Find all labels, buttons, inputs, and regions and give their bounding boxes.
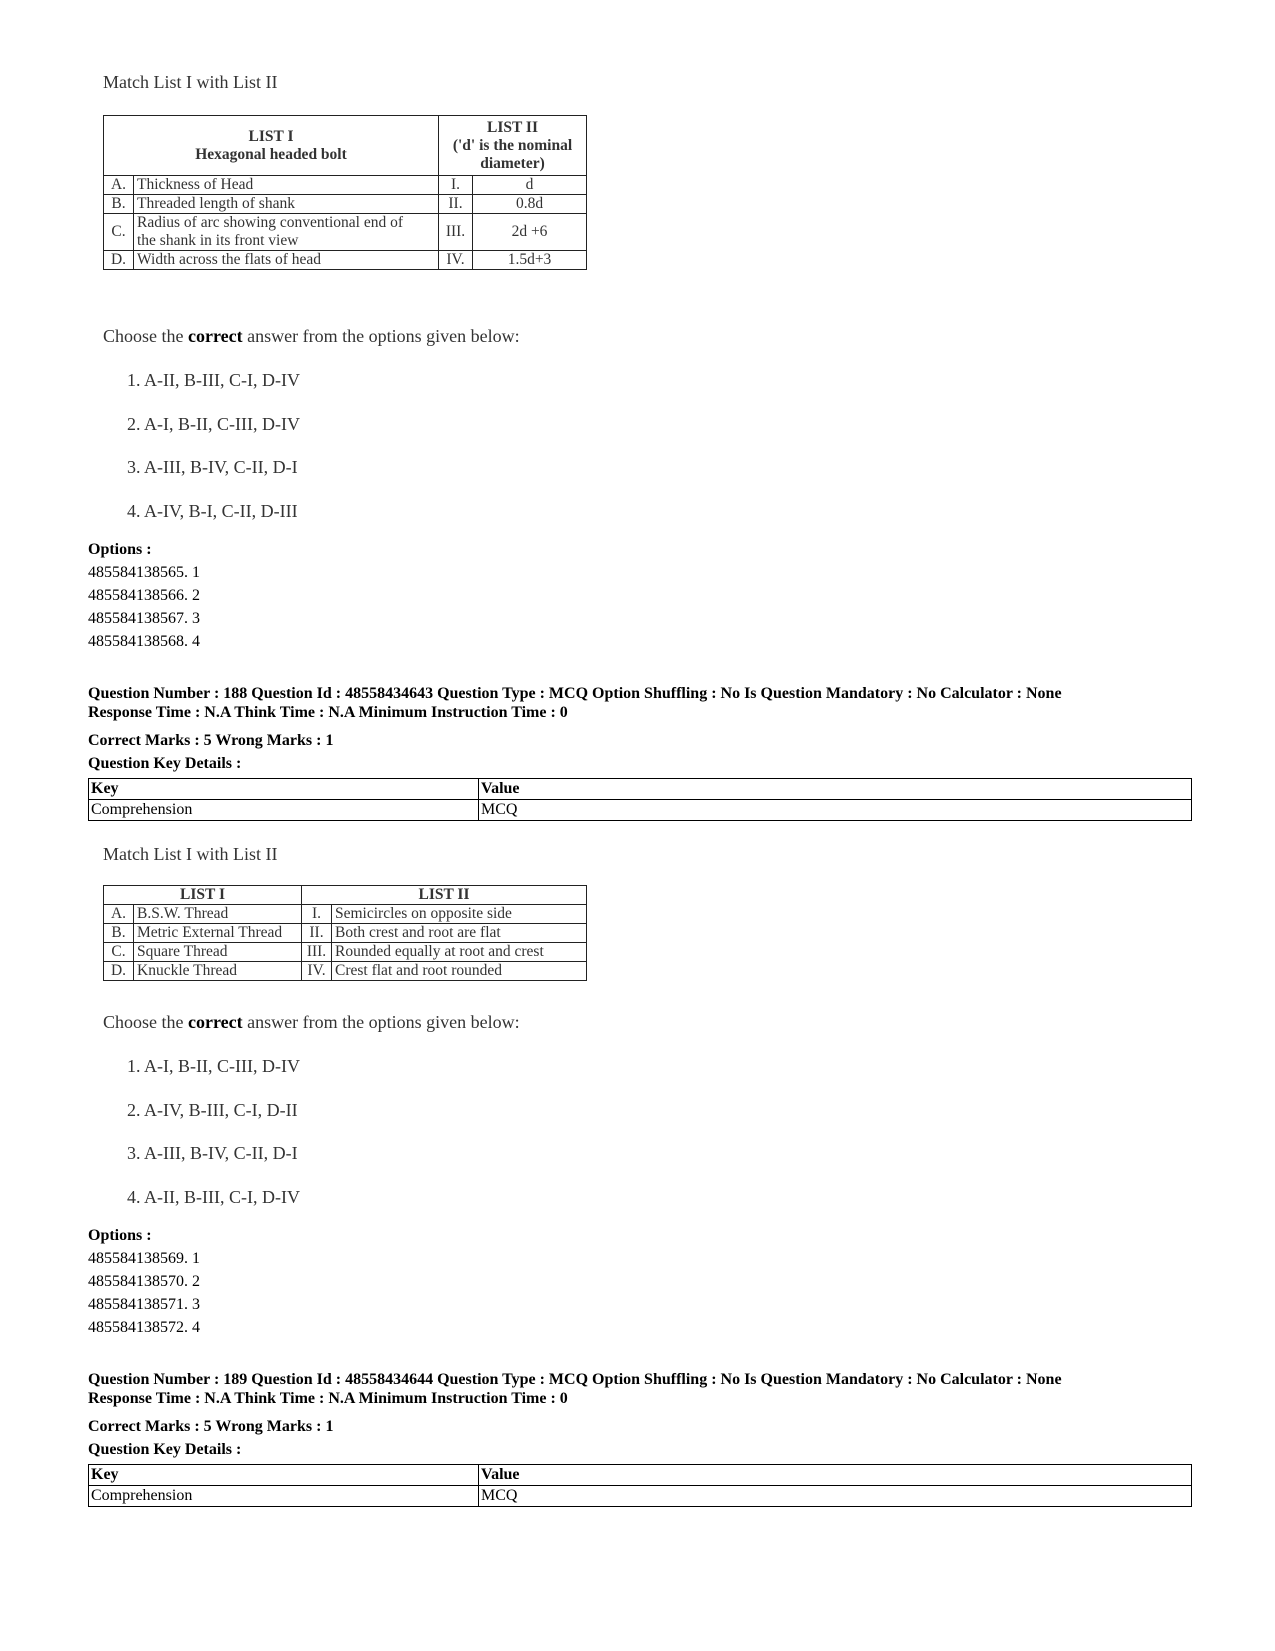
option-id: 485584138569. 1 <box>88 1250 200 1267</box>
list1-header: LIST I Hexagonal headed bolt <box>104 116 439 176</box>
table-row: B. Metric External Thread II. Both crest and root are flat <box>104 924 587 943</box>
choice-2: 2. A-IV, B-III, C-I, D-II <box>127 1100 298 1120</box>
table-row: A. Thickness of Head I. d <box>104 176 587 195</box>
list1-header: LIST I <box>104 886 302 905</box>
table-row: D. Width across the flats of head IV. 1.5d+3 <box>104 251 587 270</box>
options-block <box>88 1224 200 1339</box>
key-details-label: Question Key Details : <box>88 755 242 772</box>
question-intro: Match List I with List II <box>103 844 278 864</box>
option-id: 485584138568. 4 <box>88 633 200 650</box>
choice-1: 1. A-II, B-III, C-I, D-IV <box>127 370 300 390</box>
options-label: Options : <box>88 541 152 558</box>
list2-header: LIST II ('d' is the nominal diameter) <box>439 116 587 176</box>
choice-3: 3. A-III, B-IV, C-II, D-I <box>127 1143 298 1163</box>
choice-4: 4. A-II, B-III, C-I, D-IV <box>127 1187 300 1207</box>
option-id: 485584138572. 4 <box>88 1319 200 1336</box>
table-row: Key Value <box>89 1465 1192 1486</box>
choice-2: 2. A-I, B-II, C-III, D-IV <box>127 414 300 434</box>
choose-instruction: Choose the correct answer from the options given below: <box>103 326 520 346</box>
marks-line: Correct Marks : 5 Wrong Marks : 1 <box>88 1418 334 1435</box>
option-id: 485584138570. 2 <box>88 1273 200 1290</box>
table-row: D. Knuckle Thread IV. Crest flat and root rounded <box>104 962 587 981</box>
match-table <box>103 885 587 981</box>
option-id: 485584138565. 1 <box>88 564 200 581</box>
table-row: A. B.S.W. Thread I. Semicircles on opposite side <box>104 905 587 924</box>
marks-line: Correct Marks : 5 Wrong Marks : 1 <box>88 732 334 749</box>
options-block <box>88 538 200 653</box>
option-id: 485584138566. 2 <box>88 587 200 604</box>
key-value-table <box>88 778 1192 821</box>
option-id: 485584138571. 3 <box>88 1296 200 1313</box>
table-row: C. Square Thread III. Rounded equally at root and crest <box>104 943 587 962</box>
choice-1: 1. A-I, B-II, C-III, D-IV <box>127 1056 300 1076</box>
question-intro: Match List I with List II <box>103 72 278 92</box>
choose-instruction: Choose the correct answer from the options given below: <box>103 1012 520 1032</box>
option-id: 485584138567. 3 <box>88 610 200 627</box>
match-table <box>103 115 587 270</box>
key-details-label: Question Key Details : <box>88 1441 242 1458</box>
table-row: Key Value <box>89 779 1192 800</box>
question-meta: Question Number : 188 Question Id : 48558434643 Question Type : MCQ Option Shuffling : No Is Question Mandatory : No Calculator : None Response Time : N.A Think Time : N.A Minimum Instruction Time : 0 <box>88 685 1062 721</box>
list2-header: LIST II <box>302 886 587 905</box>
question-meta: Question Number : 189 Question Id : 48558434644 Question Type : MCQ Option Shuffling : No Is Question Mandatory : No Calculator : None Response Time : N.A Think Time : N.A Minimum Instruction Time : 0 <box>88 1371 1062 1407</box>
table-row: Comprehension MCQ <box>89 1486 1192 1507</box>
table-row: Comprehension MCQ <box>89 800 1192 821</box>
table-row: C. Radius of arc showing conventional end of the shank in its front view III. 2d +6 <box>104 214 587 251</box>
choice-3: 3. A-III, B-IV, C-II, D-I <box>127 457 298 477</box>
table-row: B. Threaded length of shank II. 0.8d <box>104 195 587 214</box>
choice-4: 4. A-IV, B-I, C-II, D-III <box>127 501 298 521</box>
key-value-table <box>88 1464 1192 1507</box>
options-label: Options : <box>88 1227 152 1244</box>
